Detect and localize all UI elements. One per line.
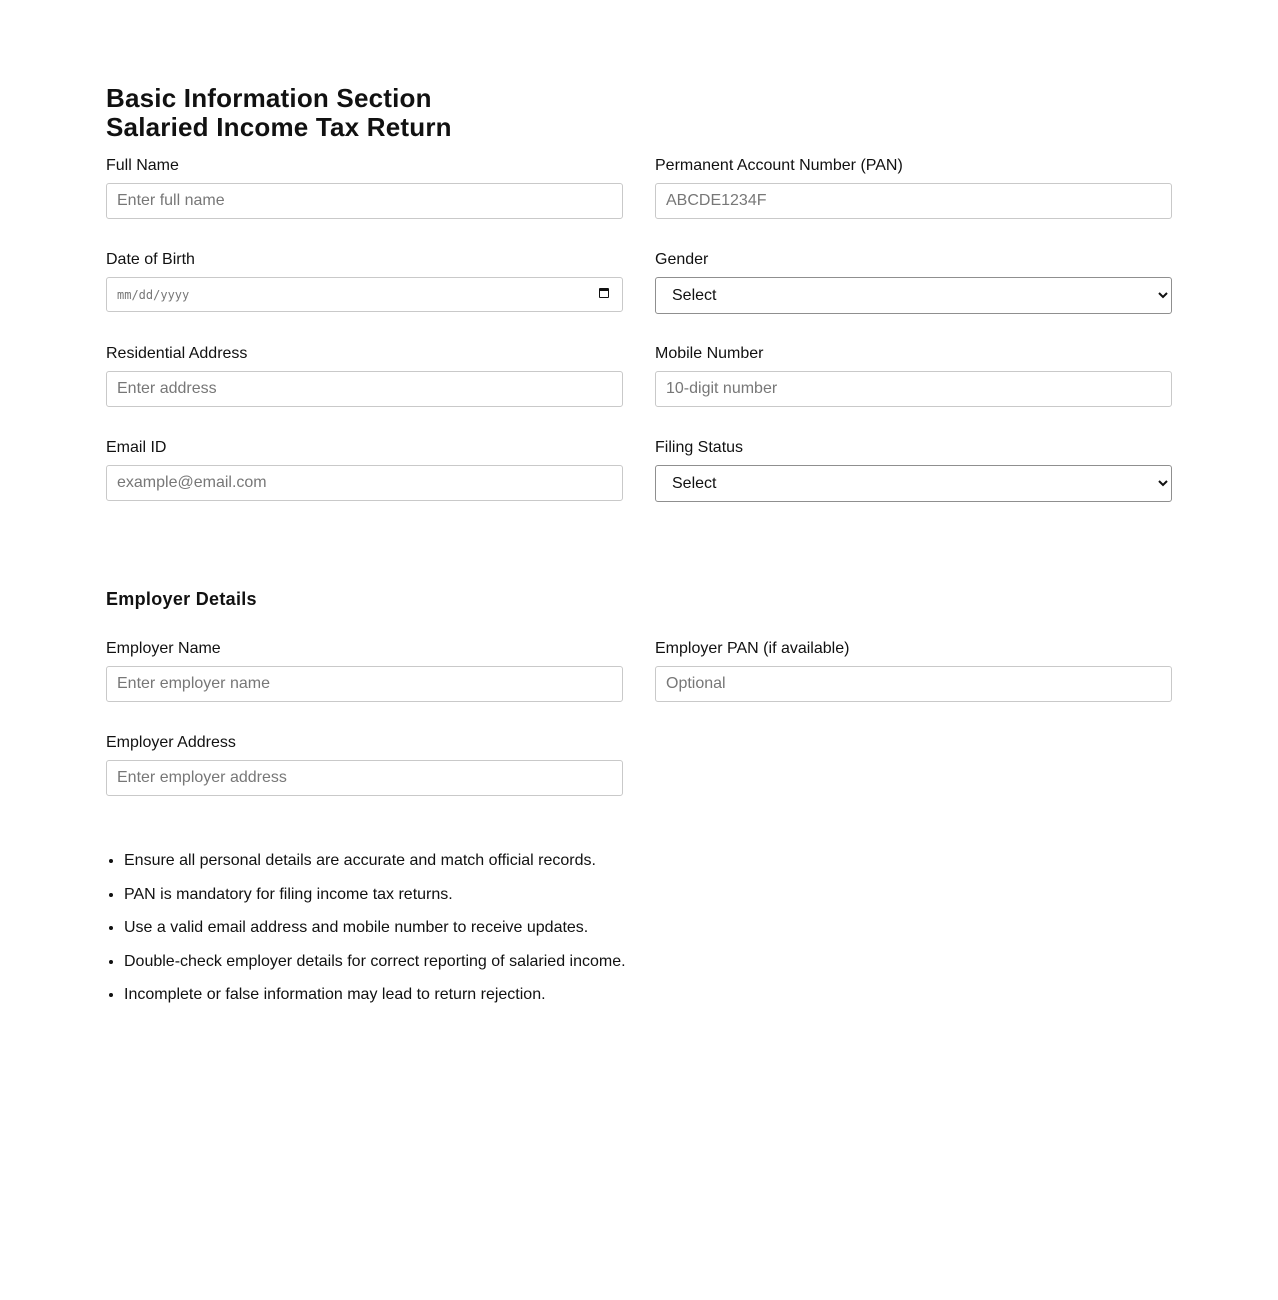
gender-label: Gender: [655, 251, 709, 268]
filing-status-field: [655, 438, 1172, 532]
dob-wrapper: [106, 277, 623, 312]
full-name-field: [106, 156, 623, 250]
full-name-input[interactable]: [106, 183, 623, 219]
pan-label: Permanent Account Number (PAN): [655, 157, 903, 174]
guidelines-list: [106, 851, 1172, 1005]
address-field: [106, 344, 623, 438]
guideline-item: • Double-check employer details for correct reporting of salaried income.: [124, 952, 1172, 972]
dob-field: [106, 250, 623, 344]
pan-input[interactable]: [655, 183, 1172, 219]
pan-field: [655, 156, 1172, 250]
page-title: [106, 84, 1172, 142]
tax-form-container: [106, 0, 1172, 1005]
calendar-icon[interactable]: [599, 288, 609, 298]
mobile-input[interactable]: [655, 371, 1172, 407]
employer-address-input[interactable]: [106, 760, 623, 796]
full-name-label: Full Name: [106, 157, 179, 174]
address-input[interactable]: [106, 371, 623, 407]
address-label: Residential Address: [106, 345, 248, 362]
employer-pan-field: [655, 639, 1172, 733]
employer-name-label: Employer Name: [106, 640, 221, 657]
employer-address-field: [106, 733, 623, 827]
basic-info-grid: [106, 156, 1172, 532]
employer-pan-input[interactable]: [655, 666, 1172, 702]
filing-status-label: Filing Status: [655, 439, 744, 456]
page-title-line2: Salaried Income Tax Return: [106, 112, 452, 142]
gender-field: [655, 250, 1172, 344]
guideline-item: • Ensure all personal details are accurate and match official records.: [124, 851, 1172, 871]
email-label: Email ID: [106, 439, 167, 456]
page-title-line1: Basic Information Section: [106, 83, 432, 113]
dob-label: Date of Birth: [106, 251, 195, 268]
email-field: [106, 438, 623, 532]
employer-pan-label: Employer PAN (if available): [655, 640, 850, 657]
dob-input[interactable]: [106, 277, 623, 312]
mobile-field: [655, 344, 1172, 438]
employer-name-input[interactable]: [106, 666, 623, 702]
mobile-label: Mobile Number: [655, 345, 764, 362]
guideline-item: • Incomplete or false information may lead to return rejection.: [124, 985, 1172, 1005]
guideline-item: • Use a valid email address and mobile number to receive updates.: [124, 918, 1172, 938]
gender-select[interactable]: [655, 277, 1172, 314]
employer-details-heading: Employer Details: [106, 589, 257, 609]
employer-address-label: Employer Address: [106, 734, 236, 751]
employer-grid: [106, 639, 1172, 827]
email-input[interactable]: [106, 465, 623, 501]
filing-status-select[interactable]: [655, 465, 1172, 502]
employer-name-field: [106, 639, 623, 733]
guideline-item: • PAN is mandatory for filing income tax returns.: [124, 885, 1172, 905]
